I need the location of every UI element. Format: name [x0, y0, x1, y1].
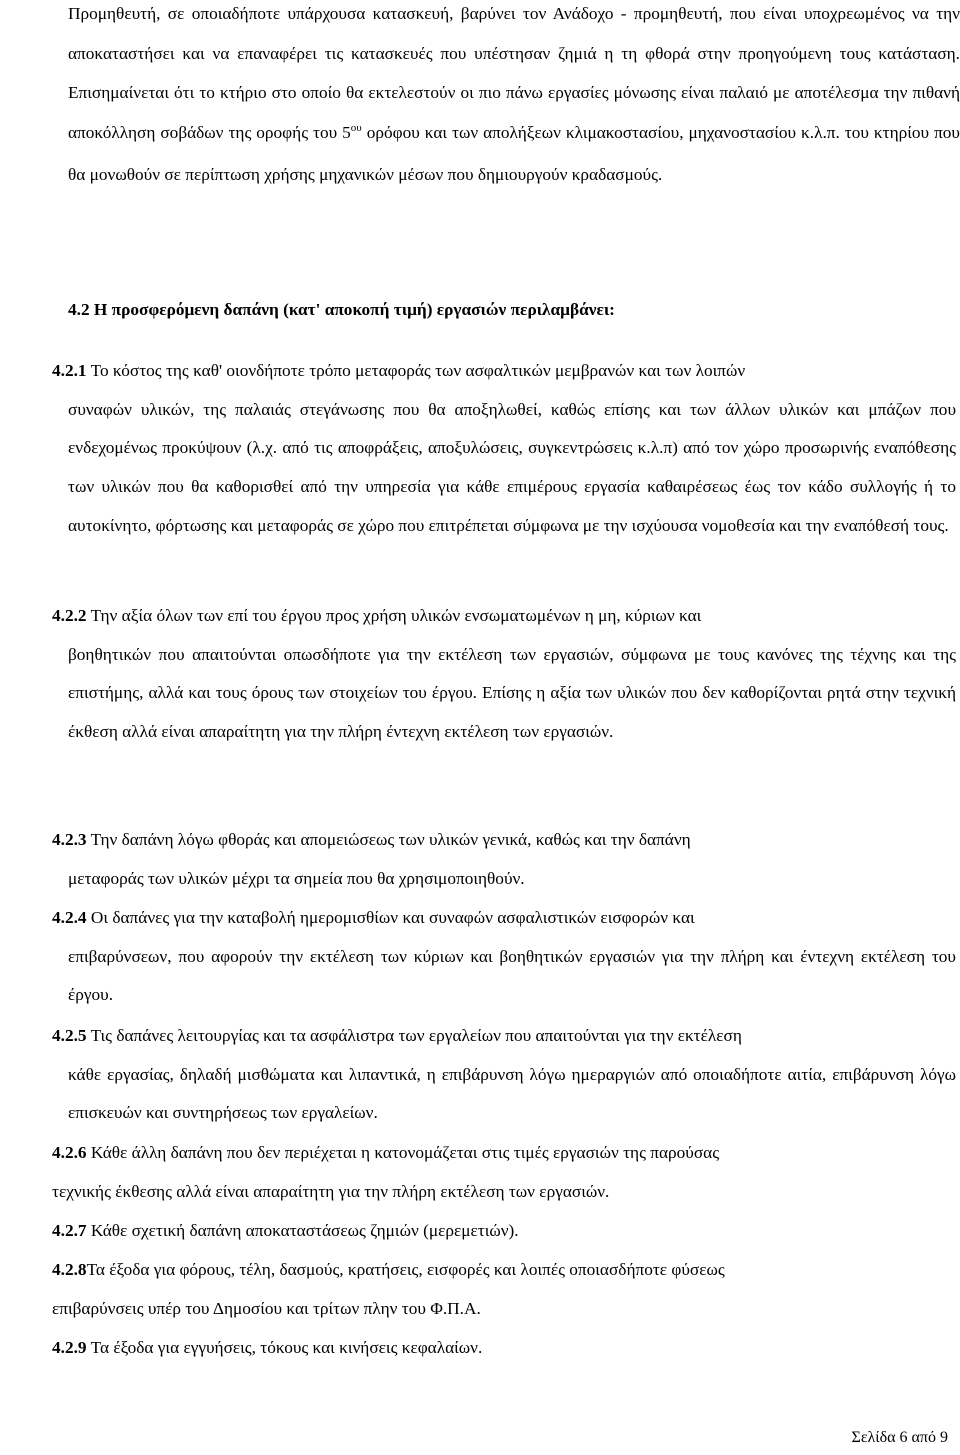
item-number: 4.2.3 [52, 830, 87, 849]
ordinal-superscript: ου [350, 121, 362, 134]
list-item-4-2-8 [52, 1251, 956, 1328]
item-text-first: Την δαπάνη λόγω φθοράς και απομειώσεως των υλικών γενικά, καθώς και την δαπάνη [90, 830, 691, 849]
item-text-rest: συναφών υλικών, της παλαιάς στεγάνωσης που θα αποξηλωθεί, καθώς επίσης και των άλλων υλικών και μπάζων που ενδεχομένως προκύψουν (λ.χ. από τις αποφράξεις, αποξυλώσεις, συγκεντρώσεις κ.λ.π) από τον χώρο προσωρινής εναπόθεσης των υλικών που θα καθορισθεί από την υπηρεσία για κάθε επιμέρους εργασία καθαιρέσεως έως τον κάδο συλλογής ή το αυτοκίνητο, φόρτωσης και μεταφοράς σε χώρο που επιτρέπεται σύμφωνα με την ισχύουσα νομοθεσία και την εναπόθεσή τους. [68, 399, 956, 535]
item-text-rest: κάθε εργασίας, δηλαδή μισθώματα και λιπαντικά, η επιβάρυνση λόγω ημεραργιών από οποιαδήποτε αιτία, επιβάρυνση λόγω επισκευών και συντηρήσεως των εργαλείων. [68, 1064, 956, 1123]
item-text-first: Κάθε άλλη δαπάνη που δεν περιέχεται η κατονομάζεται στις τιμές εργασιών της παρούσας [90, 1143, 720, 1162]
item-number: 4.2.9 [52, 1338, 87, 1357]
item-text-first: Κάθε σχετική δαπάνη αποκαταστάσεως ζημιών (μερεμετιών). [90, 1221, 519, 1240]
item-text-rest: επιβαρύνσεις υπέρ του Δημοσίου και τρίτων πλην του Φ.Π.Α. [52, 1298, 481, 1318]
item-number: 4.2.8 [52, 1260, 87, 1279]
item-number: 4.2.4 [52, 908, 87, 927]
item-text-rest: επιβαρύνσεων, που αφορούν την εκτέλεση των κύριων και βοηθητικών εργασιών για την πλήρη και έντεχνη εκτέλεση του έργου. [68, 946, 956, 1005]
item-number: 4.2.2 [52, 606, 87, 625]
item-text-first: Τα έξοδα για εγγυήσεις, τόκους και κινήσεις κεφαλαίων. [90, 1338, 483, 1357]
item-first-line [52, 1329, 956, 1368]
intro-text-end: ορόφου και των απολήξεων κλιμακοστασίου, μηχανοστασίου κ.λ.π. του κτηρίου που θα μονωθούν σε περίπτωση χρήσης μηχανικών μέσων που δημιουργούν κραδασμούς. [68, 122, 960, 184]
list-item-4-2-2 [52, 597, 956, 752]
item-number: 4.2.1 [52, 361, 87, 380]
intro-text-start: Προμηθευτή, σε οποιαδήποτε υπάρχουσα κατασκευή, βαρύνει τον Ανάδοχο - προμηθευτή, που είναι υποχρεωμένος να την αποκαταστήσει και να επαναφέρει τις κατασκευές που υπέστησαν ζημιά η τη φθορά στην προηγούμενη τους κατάσταση. Επισημαίνεται ότι το κτήριο στο οποίο θα εκτελεστούν οι πιο πάνω εργασίες μόνωσης είναι παλαιό με αποτέλεσμα την πιθανή αποκόλληση σοβάδων της οροφής του 5 [68, 4, 960, 142]
item-first-line [52, 1212, 956, 1251]
item-text-rest: βοηθητικών που απαιτούνται οπωσδήποτε για την εκτέλεση των εργασιών, σύμφωνα με τους κανόνες της τέχνης και της επιστήμης, αλλά και τους όρους των στοιχείων του έργου. Επίσης η αξία των υλικών που δεν καθορίζονται ρητά στην τεχνική έκθεση αλλά είναι απαραίτητη για την πλήρη έντεχνη εκτέλεση των εργασιών. [68, 644, 956, 742]
item-first-line [52, 1017, 956, 1056]
item-first-line [52, 1134, 956, 1173]
item-first-line [52, 899, 956, 938]
list-item-4-2-3 [52, 821, 956, 898]
item-text-first: Τις δαπάνες λειτουργίας και τα ασφάλιστρα των εργαλείων που απαιτούνται για την εκτέλεση [90, 1026, 742, 1045]
section-heading: 4.2 Η προσφερόμενη δαπάνη (κατ' αποκοπή τιμή) εργασιών περιλαμβάνει: [68, 300, 615, 319]
item-number: 4.2.5 [52, 1026, 87, 1045]
list-item-4-2-5 [52, 1017, 956, 1133]
list-item-4-2-4 [52, 899, 956, 1015]
item-number: 4.2.6 [52, 1143, 87, 1162]
item-first-line [52, 597, 956, 636]
list-item-4-2-1 [52, 352, 956, 546]
item-first-line [52, 352, 956, 391]
list-item-4-2-7 [52, 1212, 956, 1251]
item-text-first: Το κόστος της καθ' οιονδήποτε τρόπο μεταφοράς των ασφαλτικών μεμβρανών και των λοιπών [90, 361, 746, 380]
item-first-line [52, 821, 956, 860]
list-item-4-2-6 [52, 1134, 956, 1211]
item-text-rest: τεχνικής έκθεσης αλλά είναι απαραίτητη για την πλήρη εκτέλεση των εργασιών. [52, 1181, 610, 1201]
item-text-first: Την αξία όλων των επί του έργου προς χρήση υλικών ενσωματωμένων η μη, κύριων και [90, 606, 702, 625]
item-first-line [52, 1251, 956, 1290]
list-item-4-2-9 [52, 1329, 956, 1368]
item-text-first: Τα έξοδα για φόρους, τέλη, δασμούς, κρατήσεις, εισφορές και λοιπές οποιασδήποτε φύσεως [86, 1260, 725, 1279]
intro-paragraph [68, 0, 960, 195]
item-text-rest: μεταφοράς των υλικών μέχρι τα σημεία που θα χρησιμοποιηθούν. [68, 868, 525, 888]
item-text-first: Οι δαπάνες για την καταβολή ημερομισθίων και συναφών ασφαλιστικών εισφορών και [90, 908, 695, 927]
item-number: 4.2.7 [52, 1221, 87, 1240]
page-number-footer: Σελίδα 6 από 9 [851, 1429, 948, 1446]
